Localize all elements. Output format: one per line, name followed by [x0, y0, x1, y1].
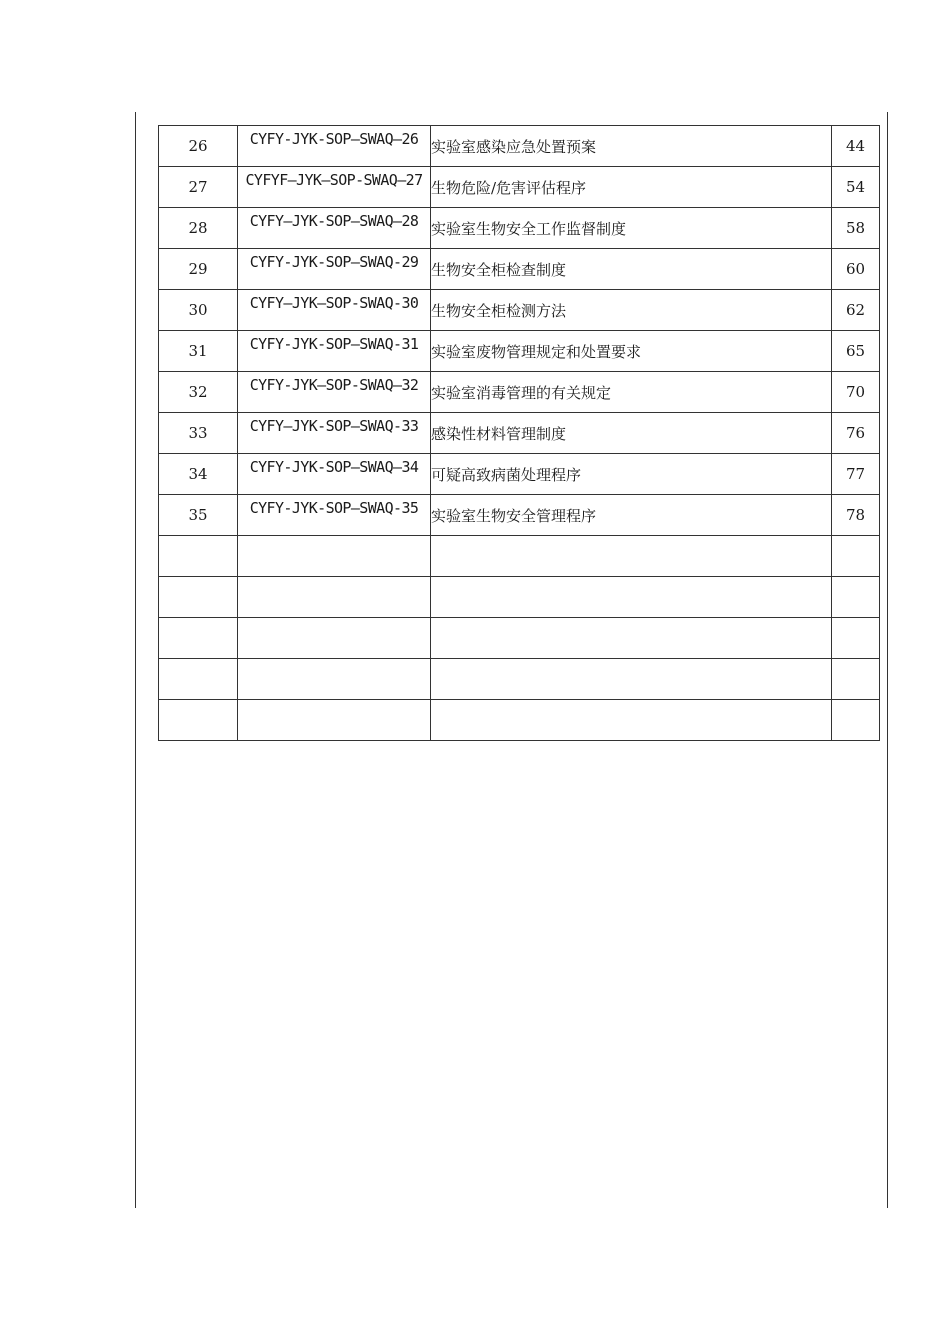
document-code	[238, 618, 431, 659]
document-title: 生物安全柜检查制度	[431, 249, 832, 290]
row-number	[159, 659, 238, 700]
page-number: 60	[832, 249, 880, 290]
document-code	[238, 290, 431, 331]
empty-row	[159, 618, 880, 659]
table-row	[159, 126, 880, 167]
page-number	[832, 618, 880, 659]
document-code-text: CYFY-JYK-SOP—SWAQ-31	[249, 335, 419, 353]
table-row	[159, 372, 880, 413]
row-number	[159, 577, 238, 618]
table-row	[159, 249, 880, 290]
document-title: 实验室生物安全管理程序	[431, 495, 832, 536]
empty-row	[159, 577, 880, 618]
table-row	[159, 290, 880, 331]
document-title: 实验室生物安全工作监督制度	[431, 208, 832, 249]
document-code-text: CYFY-JYK-SOP—SWAQ-35	[249, 499, 419, 517]
row-number: 27	[159, 167, 238, 208]
document-code	[238, 659, 431, 700]
document-title	[431, 536, 832, 577]
row-number	[159, 618, 238, 659]
page-number: 65	[832, 331, 880, 372]
document-title: 实验室废物管理规定和处置要求	[431, 331, 832, 372]
document-code	[238, 454, 431, 495]
table-row	[159, 331, 880, 372]
document-code	[238, 331, 431, 372]
toc-body	[159, 126, 880, 741]
page-number	[832, 577, 880, 618]
row-number: 26	[159, 126, 238, 167]
page-number	[832, 700, 880, 741]
empty-row	[159, 536, 880, 577]
row-number	[159, 700, 238, 741]
row-number: 33	[159, 413, 238, 454]
document-title: 生物危险/危害评估程序	[431, 167, 832, 208]
document-title: 实验室感染应急处置预案	[431, 126, 832, 167]
document-code-text: CYFYF—JYK—SOP-SWAQ—27	[245, 171, 423, 189]
page-number: 58	[832, 208, 880, 249]
row-number: 35	[159, 495, 238, 536]
page-number: 76	[832, 413, 880, 454]
document-title	[431, 577, 832, 618]
table-row	[159, 413, 880, 454]
page-number	[832, 659, 880, 700]
page-number	[832, 536, 880, 577]
document-code-text: CYFY—JYK-SOP—SWAQ-33	[249, 417, 419, 435]
document-title: 实验室消毒管理的有关规定	[431, 372, 832, 413]
row-number: 32	[159, 372, 238, 413]
table-row	[159, 167, 880, 208]
row-number: 28	[159, 208, 238, 249]
empty-row	[159, 659, 880, 700]
document-code	[238, 372, 431, 413]
page-number: 44	[832, 126, 880, 167]
document-code-text: CYFY-JYK-SOP—SWAQ—26	[249, 130, 419, 148]
document-title: 感染性材料管理制度	[431, 413, 832, 454]
table-row	[159, 454, 880, 495]
page-border-left	[135, 112, 136, 1208]
document-code-text: CYFY—JYK-SOP—SWAQ—28	[249, 212, 419, 230]
document-code-text: CYFY—JYK—SOP-SWAQ-30	[249, 294, 419, 312]
toc-table	[158, 125, 880, 741]
document-code-text: CYFY-JYK—SOP-SWAQ—32	[249, 376, 419, 394]
document-code	[238, 536, 431, 577]
row-number: 29	[159, 249, 238, 290]
row-number: 30	[159, 290, 238, 331]
page-number: 78	[832, 495, 880, 536]
document-code-text: CYFY-JYK-SOP—SWAQ—34	[249, 458, 419, 476]
page-number: 77	[832, 454, 880, 495]
empty-row	[159, 700, 880, 741]
document-title	[431, 618, 832, 659]
page-number: 70	[832, 372, 880, 413]
document-code	[238, 700, 431, 741]
document-code	[238, 413, 431, 454]
table-row	[159, 495, 880, 536]
document-title: 生物安全柜检测方法	[431, 290, 832, 331]
page-number: 54	[832, 167, 880, 208]
document-code	[238, 167, 431, 208]
document-code	[238, 577, 431, 618]
document-title	[431, 659, 832, 700]
page-border-right	[887, 112, 888, 1208]
document-code	[238, 495, 431, 536]
document-title: 可疑高致病菌处理程序	[431, 454, 832, 495]
document-code	[238, 126, 431, 167]
document-title	[431, 700, 832, 741]
row-number	[159, 536, 238, 577]
row-number: 31	[159, 331, 238, 372]
page-number: 62	[832, 290, 880, 331]
document-code	[238, 249, 431, 290]
table-row	[159, 208, 880, 249]
document-code	[238, 208, 431, 249]
row-number: 34	[159, 454, 238, 495]
document-code-text: CYFY-JYK-SOP—SWAQ-29	[249, 253, 419, 271]
